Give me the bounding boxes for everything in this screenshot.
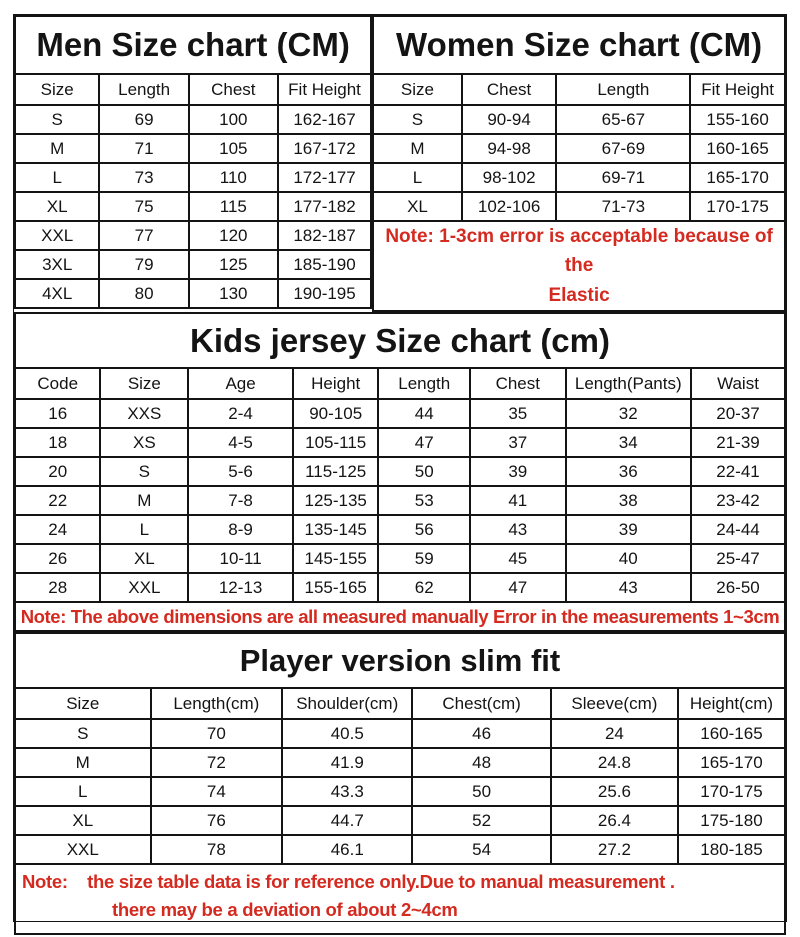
player-size-cell: 26.4 — [551, 806, 678, 835]
men-column-header: Size — [15, 74, 99, 105]
kids-size-cell: 50 — [378, 457, 470, 486]
kids-size-cell: 24-44 — [691, 515, 785, 544]
kids-size-cell: 12-13 — [188, 573, 293, 602]
men-table-header-row — [15, 74, 371, 105]
kids-column-header: Chest — [470, 368, 565, 399]
kids-size-cell: 47 — [470, 573, 565, 602]
bottom-note-row — [15, 864, 785, 934]
women-size-cell: M — [373, 134, 462, 163]
kids-size-cell: 20-37 — [691, 399, 785, 428]
men-size-cell: 130 — [189, 279, 278, 308]
women-table-header-row — [373, 74, 785, 105]
table-row — [15, 486, 785, 515]
table-row — [15, 719, 785, 748]
kids-size-cell: 38 — [566, 486, 692, 515]
player-size-cell: 27.2 — [551, 835, 678, 864]
kids-size-cell: 62 — [378, 573, 470, 602]
table-row — [15, 515, 785, 544]
player-size-cell: 41.9 — [282, 748, 412, 777]
men-size-cell: M — [15, 134, 99, 163]
player-column-header: Height(cm) — [678, 688, 785, 719]
table-row — [15, 134, 371, 163]
kids-size-cell: 10-11 — [188, 544, 293, 573]
men-size-cell: 125 — [189, 250, 278, 279]
player-size-cell: 24.8 — [551, 748, 678, 777]
kids-size-cell: 8-9 — [188, 515, 293, 544]
player-size-cell: 175-180 — [678, 806, 785, 835]
table-row — [15, 428, 785, 457]
reference-only-note-line1: Note: the size table data is for reference only.Due to manual measurement . — [22, 871, 675, 893]
women-size-cell: 98-102 — [462, 163, 557, 192]
women-size-cell: 71-73 — [556, 192, 690, 221]
kids-size-cell: 36 — [566, 457, 692, 486]
men-size-cell: 162-167 — [278, 105, 371, 134]
women-column-header: Fit Height — [690, 74, 785, 105]
women-column-header: Chest — [462, 74, 557, 105]
player-size-cell: 165-170 — [678, 748, 785, 777]
women-size-cell: L — [373, 163, 462, 192]
kids-note-row — [15, 602, 785, 631]
kids-size-cell: L — [100, 515, 188, 544]
kids-size-cell: 39 — [566, 515, 692, 544]
men-column-header: Chest — [189, 74, 278, 105]
kids-size-cell: 45 — [470, 544, 565, 573]
table-row — [15, 192, 371, 221]
men-size-cell: 177-182 — [278, 192, 371, 221]
player-size-cell: 44.7 — [282, 806, 412, 835]
men-column-header: Length — [99, 74, 188, 105]
women-size-cell: 90-94 — [462, 105, 557, 134]
player-size-cell: 48 — [412, 748, 551, 777]
kids-column-header: Length — [378, 368, 470, 399]
men-size-cell: L — [15, 163, 99, 192]
kids-size-cell: 53 — [378, 486, 470, 515]
men-size-cell: 105 — [189, 134, 278, 163]
player-table-title: Player version slim fit — [15, 633, 785, 688]
kids-size-table — [14, 312, 786, 632]
player-size-cell: M — [15, 748, 151, 777]
kids-size-cell: 56 — [378, 515, 470, 544]
kids-size-cell: 41 — [470, 486, 565, 515]
player-column-header: Shoulder(cm) — [282, 688, 412, 719]
manual-measurement-note: Note: The above dimensions are all measured manually Error in the measurements 1~3cm — [20, 605, 780, 627]
kids-table-title: Kids jersey Size chart (cm) — [15, 313, 785, 368]
women-size-cell: 155-160 — [690, 105, 785, 134]
kids-column-header: Length(Pants) — [566, 368, 692, 399]
kids-size-cell: 43 — [566, 573, 692, 602]
kids-size-cell: 2-4 — [188, 399, 293, 428]
men-size-cell: 4XL — [15, 279, 99, 308]
player-table-body — [15, 719, 785, 864]
player-size-cell: 46 — [412, 719, 551, 748]
player-column-header: Chest(cm) — [412, 688, 551, 719]
kids-size-cell: 32 — [566, 399, 692, 428]
kids-size-cell: 90-105 — [293, 399, 378, 428]
kids-size-cell: 40 — [566, 544, 692, 573]
women-size-cell: 65-67 — [556, 105, 690, 134]
table-row — [373, 192, 785, 221]
women-table-title: Women Size chart (CM) — [373, 16, 785, 74]
player-version-chart — [14, 632, 786, 935]
men-size-table — [14, 15, 372, 309]
kids-size-cell: 44 — [378, 399, 470, 428]
player-size-cell: 54 — [412, 835, 551, 864]
table-row — [15, 279, 371, 308]
player-size-cell: S — [15, 719, 151, 748]
table-row — [15, 573, 785, 602]
kids-size-cell: 155-165 — [293, 573, 378, 602]
men-column-header: Fit Height — [278, 74, 371, 105]
kids-size-cell: 18 — [15, 428, 100, 457]
table-row — [15, 399, 785, 428]
kids-note-cell — [15, 602, 785, 631]
kids-size-cell: 34 — [566, 428, 692, 457]
table-row — [15, 835, 785, 864]
kids-size-cell: 125-135 — [293, 486, 378, 515]
elastic-error-note-line1: Note: 1-3cm error is acceptable because of the — [385, 226, 773, 277]
bottom-note-cell — [15, 864, 785, 934]
men-size-cell: 115 — [189, 192, 278, 221]
men-size-cell: XXL — [15, 221, 99, 250]
adult-size-charts-section — [14, 15, 786, 312]
kids-size-cell: 21-39 — [691, 428, 785, 457]
player-column-header: Sleeve(cm) — [551, 688, 678, 719]
kids-size-cell: 4-5 — [188, 428, 293, 457]
kids-size-cell: 25-47 — [691, 544, 785, 573]
table-row — [15, 250, 371, 279]
women-size-cell: 102-106 — [462, 192, 557, 221]
table-row — [15, 163, 371, 192]
kids-size-chart — [14, 312, 786, 632]
kids-size-cell: 26-50 — [691, 573, 785, 602]
kids-column-header: Age — [188, 368, 293, 399]
kids-size-cell: 26 — [15, 544, 100, 573]
men-table-body — [15, 105, 371, 308]
kids-size-cell: 22 — [15, 486, 100, 515]
table-row — [15, 221, 371, 250]
player-size-cell: 170-175 — [678, 777, 785, 806]
kids-size-cell: 37 — [470, 428, 565, 457]
player-size-cell: 70 — [151, 719, 283, 748]
kids-table-body — [15, 399, 785, 602]
men-size-cell: 182-187 — [278, 221, 371, 250]
kids-column-header: Height — [293, 368, 378, 399]
kids-size-cell: XS — [100, 428, 188, 457]
kids-size-cell: XL — [100, 544, 188, 573]
table-row — [15, 544, 785, 573]
player-size-cell: XXL — [15, 835, 151, 864]
men-size-cell: 172-177 — [278, 163, 371, 192]
women-table-title-row — [373, 16, 785, 74]
men-table-title-row — [15, 16, 371, 74]
men-size-cell: S — [15, 105, 99, 134]
kids-size-cell: 47 — [378, 428, 470, 457]
player-size-cell: L — [15, 777, 151, 806]
player-size-cell: 74 — [151, 777, 283, 806]
player-size-cell: 160-165 — [678, 719, 785, 748]
table-row — [373, 105, 785, 134]
women-size-chart — [372, 15, 786, 312]
kids-size-cell: 7-8 — [188, 486, 293, 515]
men-size-chart — [14, 15, 372, 312]
women-size-cell: 160-165 — [690, 134, 785, 163]
size-chart-sheet — [13, 14, 787, 922]
table-row — [373, 163, 785, 192]
women-note-row — [373, 221, 785, 311]
kids-size-cell: 28 — [15, 573, 100, 602]
kids-size-cell: 105-115 — [293, 428, 378, 457]
kids-size-cell: 115-125 — [293, 457, 378, 486]
player-size-cell: 46.1 — [282, 835, 412, 864]
women-note-cell — [373, 221, 785, 311]
kids-size-cell: 16 — [15, 399, 100, 428]
men-size-cell: 71 — [99, 134, 188, 163]
women-size-cell: 67-69 — [556, 134, 690, 163]
women-size-cell: 69-71 — [556, 163, 690, 192]
table-row — [15, 748, 785, 777]
table-row — [15, 105, 371, 134]
kids-size-cell: 135-145 — [293, 515, 378, 544]
women-column-header: Size — [373, 74, 462, 105]
table-row — [15, 777, 785, 806]
men-size-cell: XL — [15, 192, 99, 221]
women-size-cell: 170-175 — [690, 192, 785, 221]
player-size-cell: XL — [15, 806, 151, 835]
player-column-header: Size — [15, 688, 151, 719]
kids-size-cell: M — [100, 486, 188, 515]
player-size-cell: 24 — [551, 719, 678, 748]
kids-size-cell: 23-42 — [691, 486, 785, 515]
player-table-header-row — [15, 688, 785, 719]
kids-size-cell: 24 — [15, 515, 100, 544]
women-size-cell: 94-98 — [462, 134, 557, 163]
kids-size-cell: 5-6 — [188, 457, 293, 486]
women-table-body — [373, 105, 785, 221]
men-size-cell: 100 — [189, 105, 278, 134]
kids-size-cell: 20 — [15, 457, 100, 486]
player-version-table — [14, 632, 786, 935]
kids-table-header-row — [15, 368, 785, 399]
kids-size-cell: 39 — [470, 457, 565, 486]
kids-size-cell: 145-155 — [293, 544, 378, 573]
men-size-cell: 3XL — [15, 250, 99, 279]
kids-size-cell: 35 — [470, 399, 565, 428]
kids-column-header: Waist — [691, 368, 785, 399]
men-size-cell: 185-190 — [278, 250, 371, 279]
kids-size-cell: XXS — [100, 399, 188, 428]
men-size-cell: 110 — [189, 163, 278, 192]
kids-table-title-row — [15, 313, 785, 368]
kids-column-header: Size — [100, 368, 188, 399]
men-size-cell: 80 — [99, 279, 188, 308]
player-size-cell: 40.5 — [282, 719, 412, 748]
kids-size-cell: XXL — [100, 573, 188, 602]
kids-size-cell: S — [100, 457, 188, 486]
women-size-table — [372, 15, 786, 312]
women-size-cell: S — [373, 105, 462, 134]
table-row — [373, 134, 785, 163]
men-size-cell: 120 — [189, 221, 278, 250]
kids-size-cell: 43 — [470, 515, 565, 544]
kids-column-header: Code — [15, 368, 100, 399]
player-size-cell: 180-185 — [678, 835, 785, 864]
player-size-cell: 50 — [412, 777, 551, 806]
women-column-header: Length — [556, 74, 690, 105]
table-row — [15, 806, 785, 835]
kids-size-cell: 22-41 — [691, 457, 785, 486]
women-size-cell: XL — [373, 192, 462, 221]
player-column-header: Length(cm) — [151, 688, 283, 719]
men-size-cell: 167-172 — [278, 134, 371, 163]
player-size-cell: 43.3 — [282, 777, 412, 806]
elastic-error-note-line2: Elastic — [548, 284, 610, 306]
men-size-cell: 77 — [99, 221, 188, 250]
men-size-cell: 69 — [99, 105, 188, 134]
table-row — [15, 457, 785, 486]
reference-only-note-line2: there may be a deviation of about 2~4cm — [112, 899, 458, 921]
men-table-title: Men Size chart (CM) — [15, 16, 371, 74]
men-size-cell: 79 — [99, 250, 188, 279]
player-size-cell: 52 — [412, 806, 551, 835]
player-size-cell: 72 — [151, 748, 283, 777]
player-size-cell: 76 — [151, 806, 283, 835]
men-size-cell: 73 — [99, 163, 188, 192]
player-size-cell: 78 — [151, 835, 283, 864]
player-table-title-row — [15, 633, 785, 688]
men-size-cell: 75 — [99, 192, 188, 221]
women-size-cell: 165-170 — [690, 163, 785, 192]
player-size-cell: 25.6 — [551, 777, 678, 806]
men-size-cell: 190-195 — [278, 279, 371, 308]
kids-size-cell: 59 — [378, 544, 470, 573]
